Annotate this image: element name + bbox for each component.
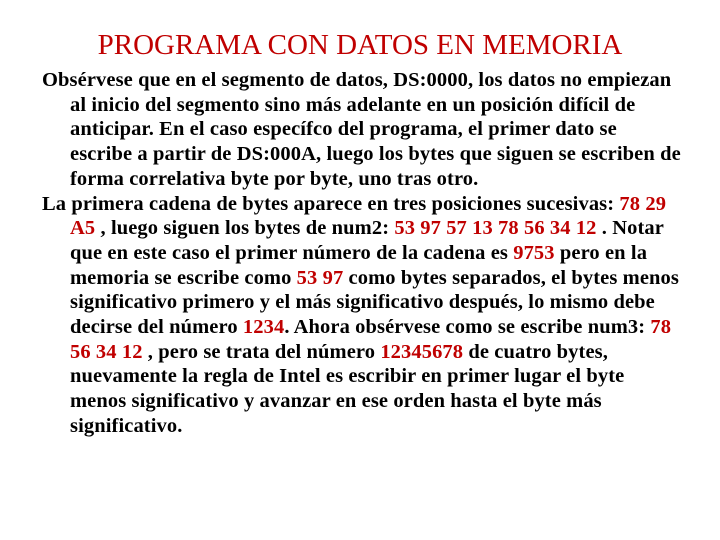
slide-body: [42, 68, 682, 439]
paragraph-text: como bytes separados, el bytes menos significativo primero y el más significativo después, lo mismo debe decirse del número: [70, 266, 679, 339]
paragraph-text: . Ahora obsérvese como se escribe num3:: [284, 316, 651, 339]
paragraph-text: pero en la memoria se escribe como: [70, 241, 648, 289]
slide-title: PROGRAMA CON DATOS EN MEMORIA: [97, 29, 623, 61]
highlighted-number-9753: 9753: [513, 241, 555, 264]
paragraph-byte-order: [42, 192, 682, 439]
paragraph-text: . Notar que en este caso el primer número de la cadena es: [70, 217, 664, 264]
paragraph-text: , luego siguen los bytes de num2:: [95, 217, 395, 240]
paragraph-text: de cuatro bytes, nuevamente la regla de Intel es escribir en primer lugar el byte menos significativo y avanzar en ese orden hasta el byte más significativo.: [70, 340, 625, 437]
highlighted-bytes-53-97: 53 97: [296, 266, 344, 289]
highlighted-number-12345678: 12345678: [380, 340, 464, 363]
highlighted-bytes-first-string: 78 29 A5: [70, 192, 667, 240]
paragraph-text: La primera cadena de bytes aparece en tres posiciones sucesivas:: [42, 192, 620, 215]
highlighted-number-1234: 1234: [242, 316, 285, 339]
paragraph-segment-description: Obsérvese que en el segmento de datos, DS:0000, los datos no empiezan al inicio del segmento sino más adelante en un posición difícil de anticipar. En el caso específco del programa, el primer dato se escribe a partir de DS:000A, luego los bytes que siguen se escriben de forma correlativa byte por byte, uno tras otro.: [42, 69, 681, 190]
highlighted-bytes-num2: 53 97 57 13 78 56 34 12: [394, 217, 597, 240]
highlighted-bytes-num3: 78 56 34 12: [70, 316, 672, 363]
paragraph-text: , pero se trata del número: [142, 340, 381, 363]
